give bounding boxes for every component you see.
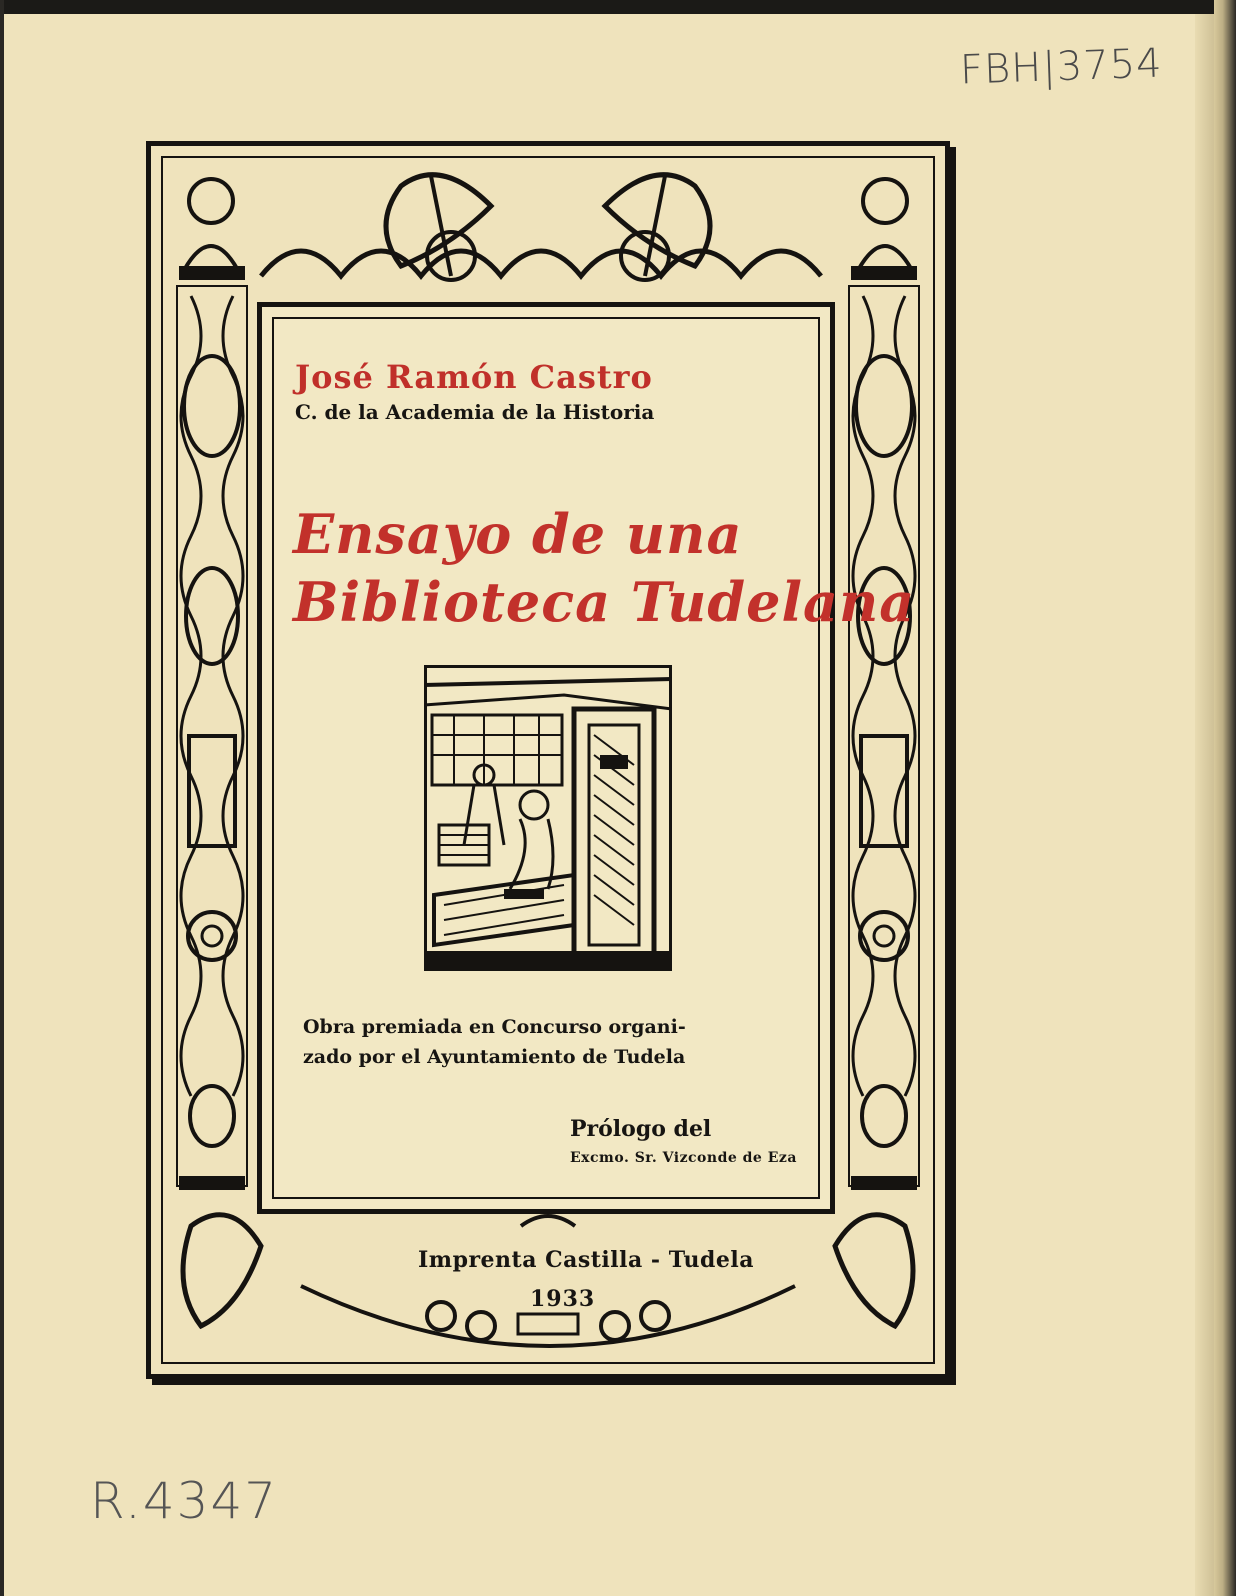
scan-edge-left — [0, 0, 4, 1596]
scan-edge-top — [0, 0, 1236, 14]
author-name: José Ramón Castro — [295, 358, 653, 396]
publication-year: 1933 — [530, 1286, 596, 1312]
award-line-2: zado por el Ayuntamiento de Tudela — [303, 1046, 686, 1068]
author-affiliation: C. de la Academia de la Historia — [295, 400, 655, 424]
printer-imprint: Imprenta Castilla - Tudela — [418, 1247, 755, 1273]
book-title-line-2: Biblioteca Tudelana — [293, 570, 916, 634]
prologue-author: Excmo. Sr. Vizconde de Eza — [570, 1150, 797, 1166]
award-line-1: Obra premiada en Concurso organi- — [303, 1016, 686, 1038]
page-gutter-shade — [1195, 14, 1214, 1596]
shelf-mark-annotation: R.4347 — [90, 1472, 279, 1530]
call-number-annotation: FBH|3754 — [959, 40, 1164, 94]
printing-press-woodcut-icon — [424, 665, 672, 971]
scan-edge-right — [1214, 0, 1236, 1596]
book-title-line-1: Ensayo de una — [293, 502, 743, 566]
award-note — [303, 1012, 686, 1072]
prologue-label: Prólogo del — [570, 1116, 712, 1142]
